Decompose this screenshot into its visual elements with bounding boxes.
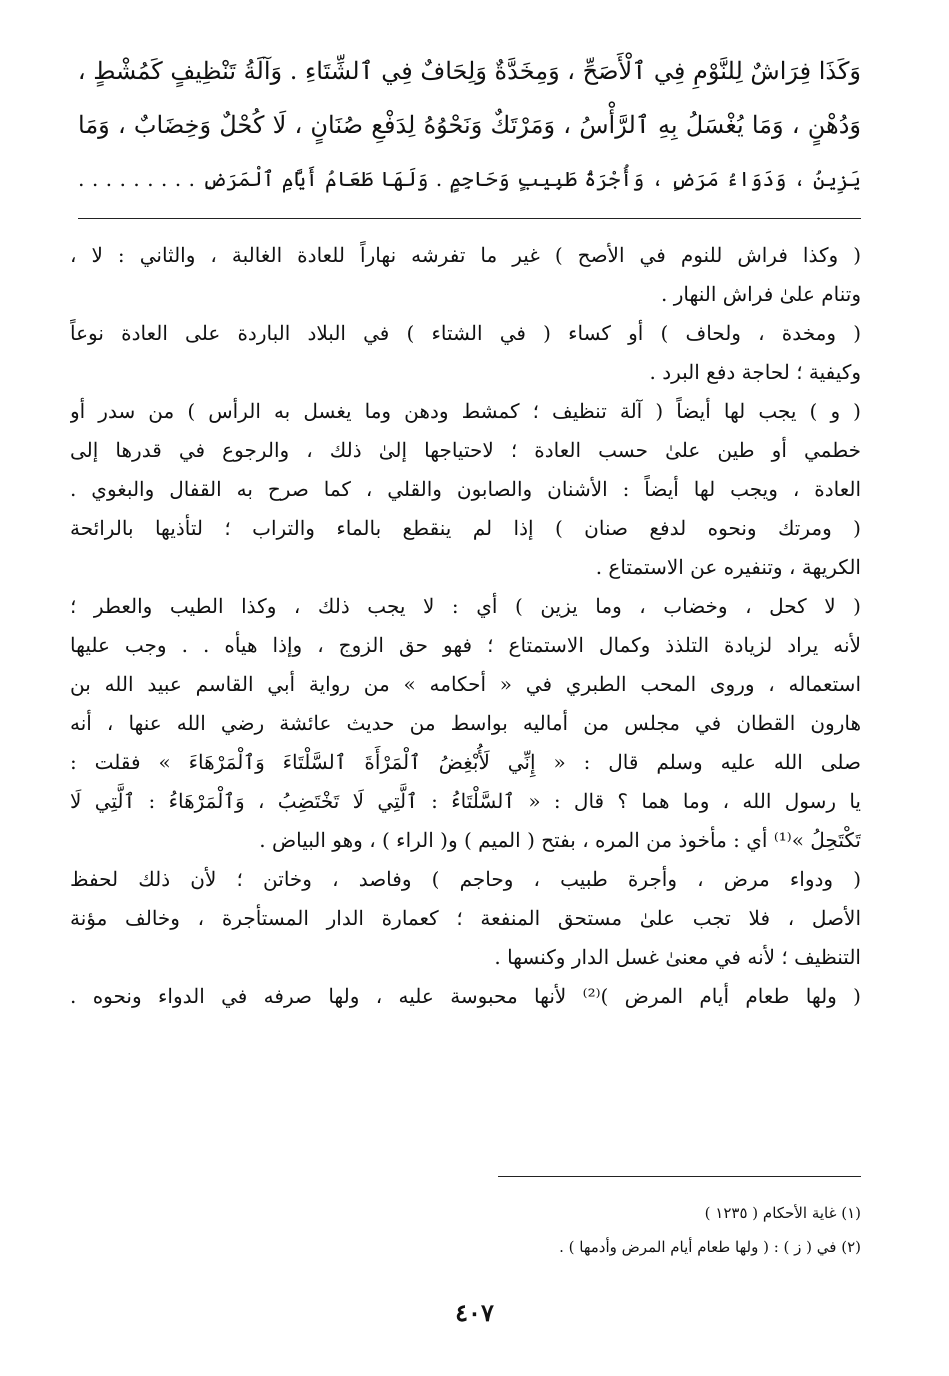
commentary-line: ( ومخدة ، ولحاف ) أو كساء ( في الشتاء ) في البلاد الباردة على العادة نوعاً — [70, 321, 861, 345]
commentary-line: الأصل ، فلا تجب علىٰ مستحق المنفعة ؛ كعمارة الدار المستأجرة ، وخالف مؤنة — [70, 906, 861, 930]
matn-text — [78, 44, 861, 206]
commentary-line: التنظيف ؛ لأنه في معنىٰ غسل الدار وكنسها . — [494, 945, 861, 969]
commentary-line: يا رسول الله ، وما هما ؟ قال : « ٱلسَّلْتَاءُ : ٱلَّتِي لَا تَخْتَضِبُ ، وَٱلْمَرْهَاءُ : ٱلَّتِي لَا — [70, 789, 861, 813]
separator-rule — [78, 218, 861, 219]
commentary-line: ( وكذا فراش للنوم في الأصح ) غير ما تفرشه نهاراً للعادة الغالبة ، والثاني : لا ، — [70, 243, 861, 267]
matn-line: يَزِينُ ، وَدَوَاءُ مَرَضٍ ، وَأُجْرَةُ طَبِيبٍ وَحَاجِمٍ . وَلَهَا طَعَامُ أَيَّامِ ٱلْمَرَضِ . . . . . . . . . — [78, 167, 861, 191]
commentary-line: ( ولها طعام أيام المرض )⁽²⁾ لأنها محبوسة عليه ، ولها صرفه في الدواء ونحوه . — [70, 984, 861, 1008]
commentary-line: الكريهة ، وتنفيره عن الاستمتاع . — [595, 555, 861, 579]
matn-line: وَدُهْنٍ ، وَمَا يُغْسَلُ بِهِ ٱلرَّأْسُ ، وَمَرْتَكٌ وَنَحْوُهُ لِدَفْعِ صُنَانٍ ، لَا كُحْلٌ وَخِضَابٌ ، وَمَا — [78, 111, 861, 139]
commentary-line: تَكْتَحِلُ »⁽¹⁾ أي : مأخوذ من المره ، بفتح ( الميم ) و( الراء ) ، وهو البياض . — [259, 828, 861, 852]
page-number: ٤٠٧ — [455, 1298, 494, 1327]
footnote: (٢) في ( ز ) : ( ولها طعام أيام المرض وأدمها ) . — [559, 1238, 861, 1256]
commentary-line: ( ومرتك ونحوه لدفع صنان ) إذا لم ينقطع بالماء والتراب ؛ لتأذيها بالرائحة — [70, 516, 861, 540]
commentary-text — [70, 236, 861, 1016]
commentary-line: وتنام علىٰ فراش النهار . — [661, 282, 861, 306]
matn-line: وَكَذَا فِرَاشٌ لِلنَّوْمِ فِي ٱلْأَصَحِّ ، وَمِخَدَّةٌ وَلِحَافٌ فِي ٱلشِّتَاءِ . وَآلَةُ تَنْظِيفٍ كَمُشْطٍ ، — [78, 57, 861, 85]
commentary-line: ( و ) يجب لها أيضاً ( آلة تنظيف ؛ كمشط ودهن وما يغسل به الرأس ) من سدر أو — [70, 399, 861, 423]
footnote: (١) غاية الأحكام ( ١٢٣٥ ) — [704, 1204, 861, 1222]
footnotes — [78, 1196, 861, 1264]
commentary-line: صلى الله عليه وسلم قال : « إِنِّي لَأُبْغِضُ ٱلْمَرْأَةَ ٱلسَّلْتَاءَ وَٱلْمَرْهَاءَ » فقلت : — [70, 750, 861, 774]
commentary-line: ( لا كحل ، وخضاب ، وما يزين ) أي : لا يجب ذلك ، وكذا الطيب والعطر ؛ — [70, 594, 861, 618]
commentary-line: خطمي أو طين علىٰ حسب العادة ؛ لاحتياجها إلىٰ ذلك ، والرجوع في قدرها إلى — [70, 438, 861, 462]
commentary-line: استعماله ، وروى المحب الطبري في « أحكامه » من رواية أبي القاسم عبيد الله بن — [70, 672, 861, 696]
commentary-line: لأنه يراد لزيادة التلذذ وكمال الاستمتاع ؛ فهو حق الزوج ، وإذا هيأه . . وجب عليها — [70, 633, 861, 657]
commentary-line: وكيفية ؛ لحاجة دفع البرد . — [649, 360, 861, 384]
footnote-rule — [498, 1176, 861, 1177]
commentary-line: العادة ، ويجب لها أيضاً : الأشنان والصابون والقلي ، كما صرح به القفال والبغوي . — [70, 477, 861, 501]
commentary-line: ( ودواء مرض ، وأجرة طبيب ، وحاجم ) وفاصد ، وخاتن ؛ لأن ذلك لحفظ — [70, 867, 861, 891]
commentary-line: هارون القطان في مجلس من أماليه بواسط من حديث عائشة رضي الله عنها ، أنه — [70, 711, 861, 735]
